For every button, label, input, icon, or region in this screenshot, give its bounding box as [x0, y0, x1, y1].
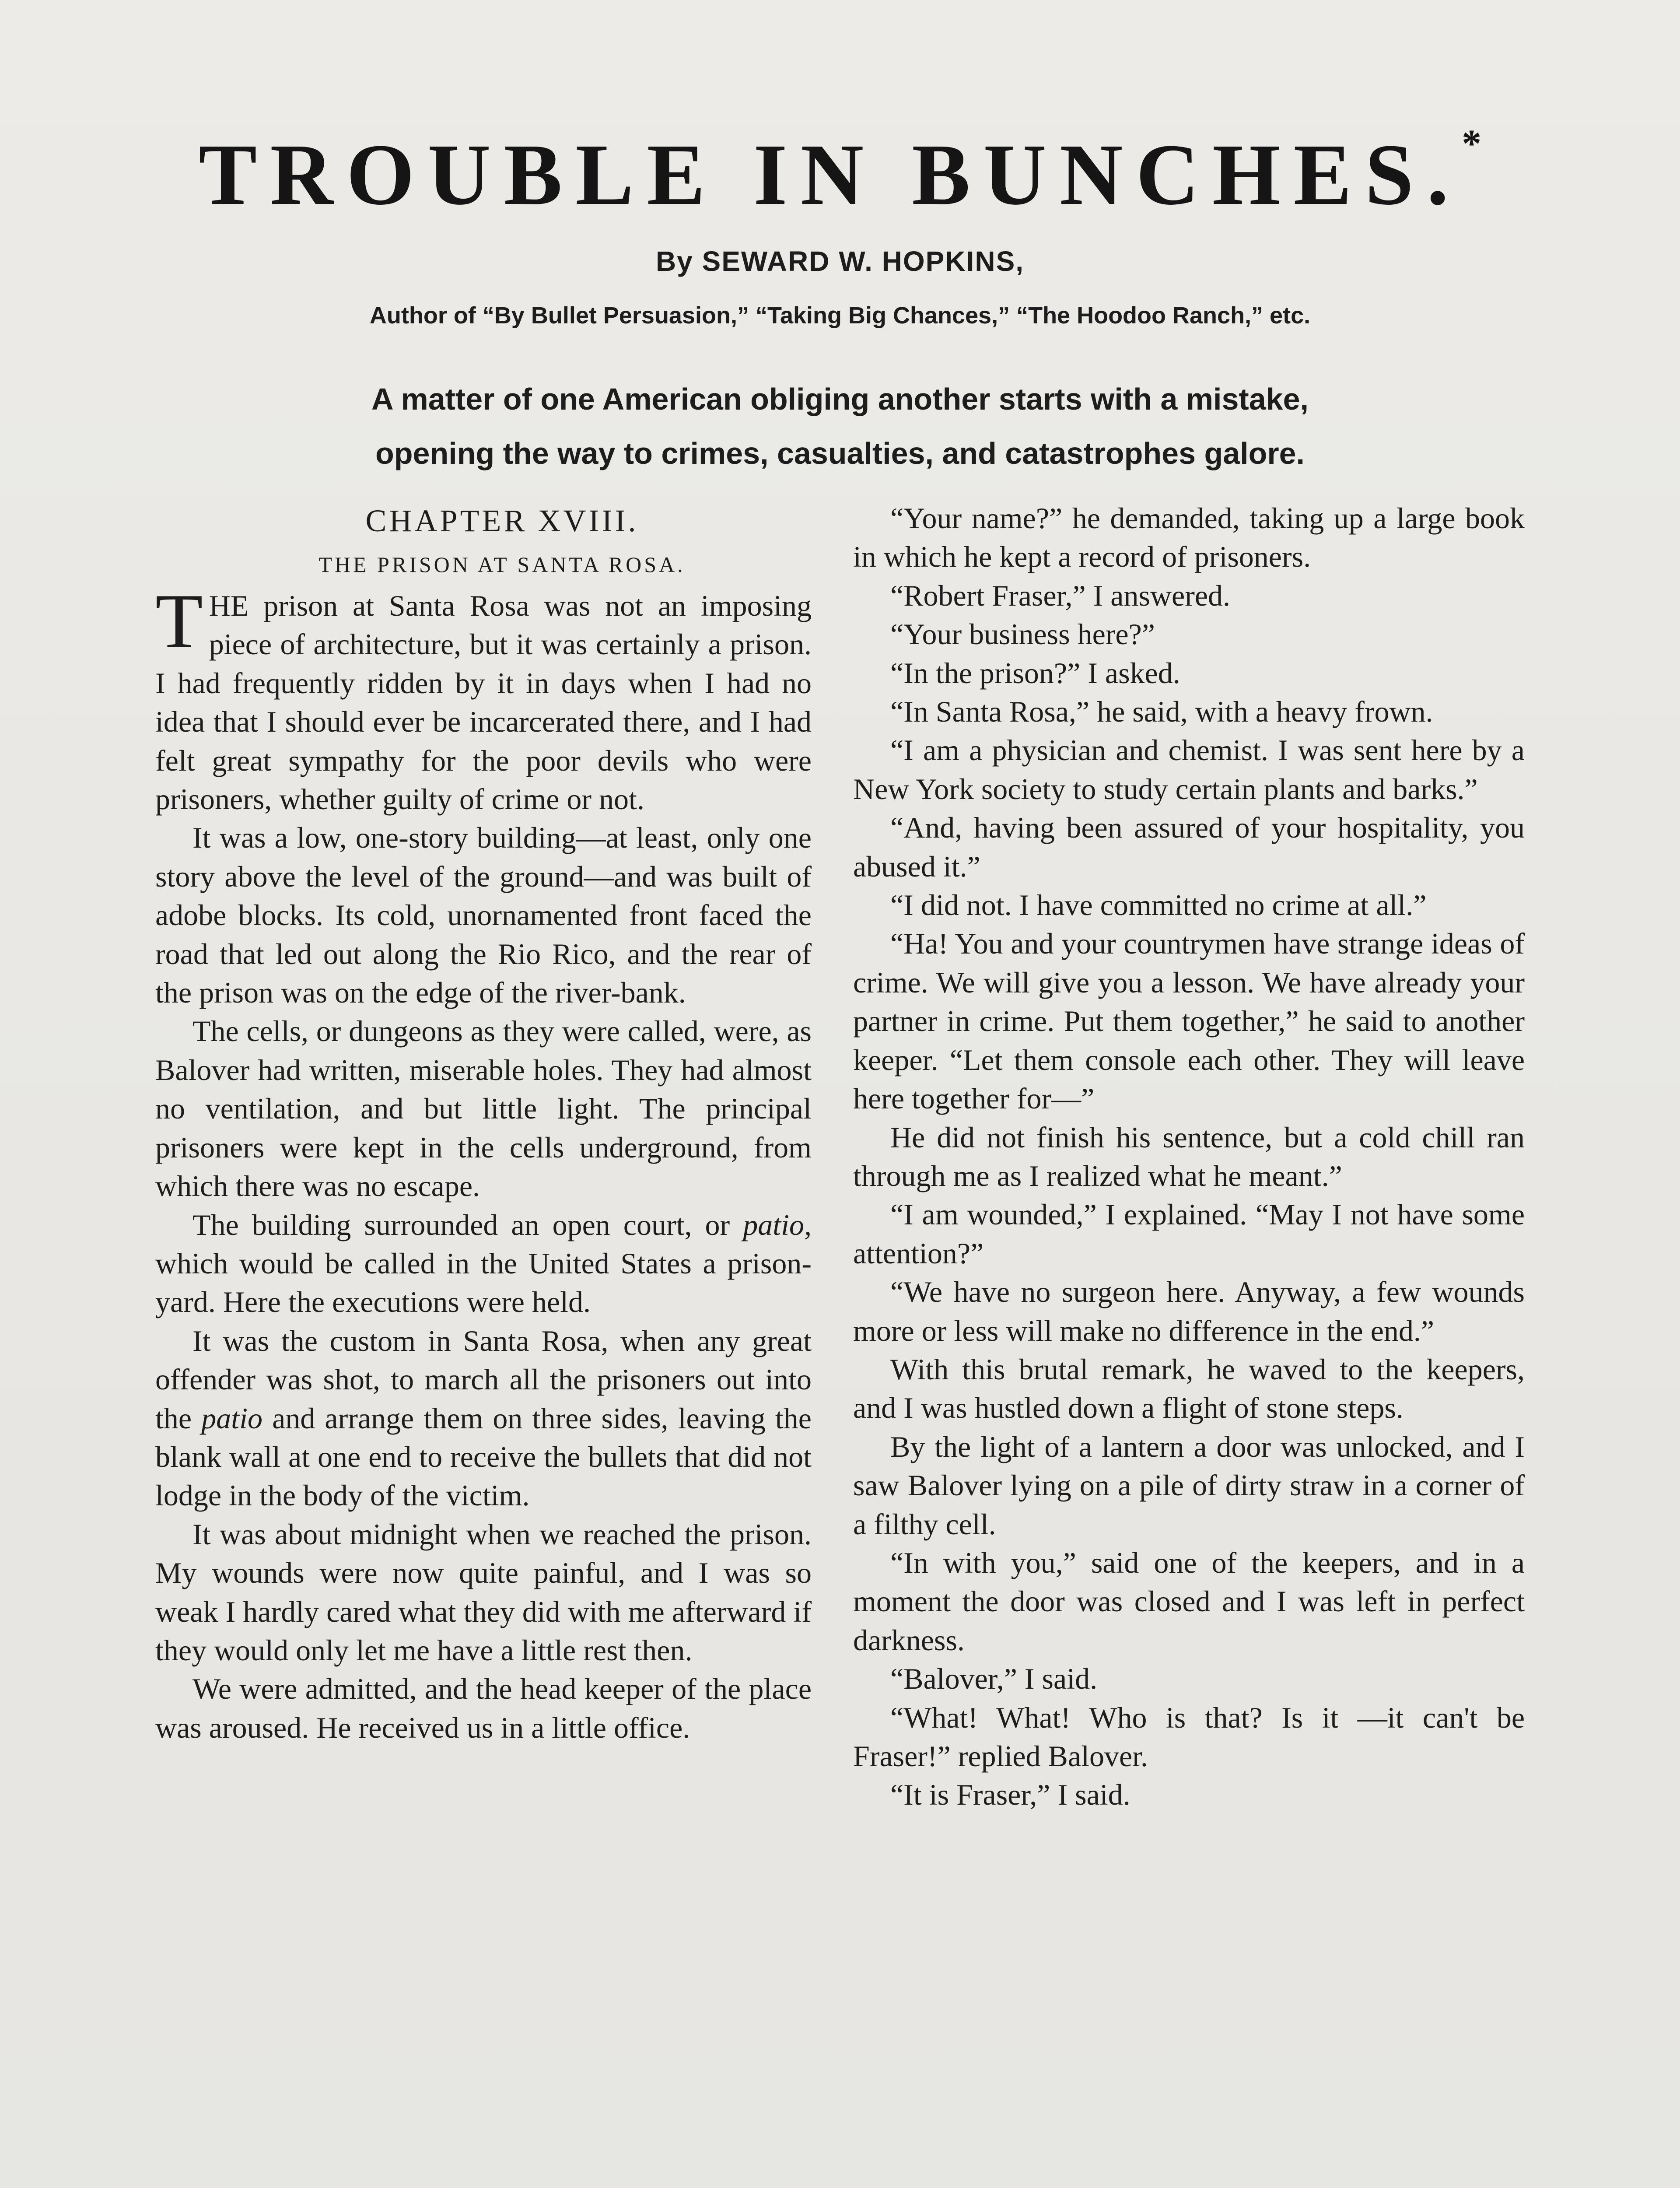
- drop-cap: T: [155, 578, 203, 664]
- paragraph-text: which would be called in the United States a prison-yard. Here the executions were held.: [155, 1246, 812, 1319]
- paragraph-text: It was the custom in Santa Rosa, when any great offender was shot, to march all the prisoners out into the: [155, 1324, 812, 1435]
- italic-word: patio,: [743, 1208, 812, 1241]
- body-paragraph: “I am a physician and chemist. I was sent here by a New York society to study certain plants and barks.”: [853, 733, 1525, 806]
- deck-line: opening the way to crimes, casualties, and catastrophes galore.: [375, 436, 1305, 470]
- paragraph-text: and arrange them on three sides, leaving the blank wall at one end to receive the bullets that did not lodge in the body of the victim.: [155, 1401, 812, 1512]
- body-paragraph: “Ha! You and your countrymen have strange ideas of crime. We will give you a lesson. We have already your partner in crime. Put them together,” he said to another keeper. “Let them console each other. They will leave here together for—”: [853, 927, 1525, 1115]
- body-paragraph: “And, having been assured of your hospitality, you abused it.”: [853, 811, 1525, 883]
- opening-text: HE prison at Santa Rosa was not an imposing piece of architecture, but it was certainly a prison. I had frequently ridden by it in days when I had no idea that I should ever be incarcerated there, and I had felt great sympathy for the poor devils who were prisoners, whether guilty of crime or not.: [155, 589, 812, 816]
- body-paragraph: “We have no surgeon here. Anyway, a few wounds more or less will make no difference in the end.”: [853, 1275, 1525, 1347]
- body-paragraph: “In with you,” said one of the keepers, and in a moment the door was closed and I was left in perfect darkness.: [853, 1546, 1525, 1657]
- left-column: [155, 499, 812, 1747]
- body-paragraph: “In Santa Rosa,” he said, with a heavy frown.: [890, 695, 1433, 729]
- body-paragraph: It was about midnight when we reached the prison. My wounds were now quite painful, and I was so weak I hardly cared what they did with me afterward if they would only let me have a little rest then.: [155, 1517, 812, 1667]
- story-title: [0, 122, 1680, 223]
- body-paragraph: “I am wounded,” I explained. “May I not have some attention?”: [853, 1198, 1525, 1270]
- italic-word: patio: [201, 1401, 262, 1435]
- body-paragraph: “Robert Fraser,” I answered.: [890, 579, 1231, 612]
- body-paragraph: With this brutal remark, he waved to the keepers, and I was hustled down a flight of stone steps.: [853, 1352, 1525, 1425]
- body-paragraph: By the light of a lantern a door was unlocked, and I saw Balover lying on a pile of dirty straw in a corner of a filthy cell.: [853, 1430, 1525, 1541]
- body-paragraph: “In the prison?” I asked.: [890, 656, 1180, 690]
- title-text: TROUBLE IN BUNCHES.: [198, 126, 1462, 223]
- body-paragraph: It was a low, one-story building—at least, only one story above the level of the ground—and was built of adobe blocks. Its cold, unornamented front faced the road that led out along the Rio Rico, and the rear of the prison was on the edge of the river-bank.: [155, 821, 812, 1010]
- body-paragraph: [155, 1322, 812, 1515]
- body-paragraph: He did not finish his sentence, but a cold chill ran through me as I realized what he meant.”: [853, 1120, 1525, 1192]
- body-paragraph: The cells, or dungeons as they were called, were, as Balover had written, miserable holes. They had almost no ventilation, and but little light. The principal prisoners were kept in the cells underground, from which there was no escape.: [155, 1014, 812, 1203]
- title-footnote-mark: *: [1462, 122, 1482, 166]
- body-paragraph: “What! What! Who is that? Is it —it can't be Fraser!” replied Balover.: [853, 1701, 1525, 1773]
- right-column: [853, 499, 1525, 1814]
- deck-line: A matter of one American obliging another starts with a mistake,: [371, 382, 1309, 416]
- body-paragraph: “Balover,” I said.: [890, 1662, 1098, 1696]
- author-credits: Author of “By Bullet Persuasion,” “Taking Big Chances,” “The Hoodoo Ranch,” etc.: [369, 302, 1311, 329]
- body-paragraph: “I did not. I have committed no crime at all.”: [890, 888, 1427, 922]
- body-paragraph: “Your business here?”: [890, 617, 1155, 651]
- chapter-subtitle: THE PRISON AT SANTA ROSA.: [318, 552, 686, 577]
- byline: By SEWARD W. HOPKINS,: [655, 245, 1025, 277]
- body-paragraph: [155, 1206, 812, 1322]
- body-paragraph: “Your name?” he demanded, taking up a large book in which he kept a record of prisoners.: [853, 501, 1525, 574]
- paragraph-text: The building surrounded an open court, or: [192, 1208, 743, 1241]
- opening-paragraph: [155, 578, 812, 818]
- chapter-heading: CHAPTER XVIII.: [365, 503, 639, 538]
- body-paragraph: We were admitted, and the head keeper of the place was aroused. He received us in a little office.: [155, 1672, 812, 1744]
- body-paragraph: “It is Fraser,” I said.: [890, 1778, 1130, 1812]
- story-deck: [0, 372, 1680, 480]
